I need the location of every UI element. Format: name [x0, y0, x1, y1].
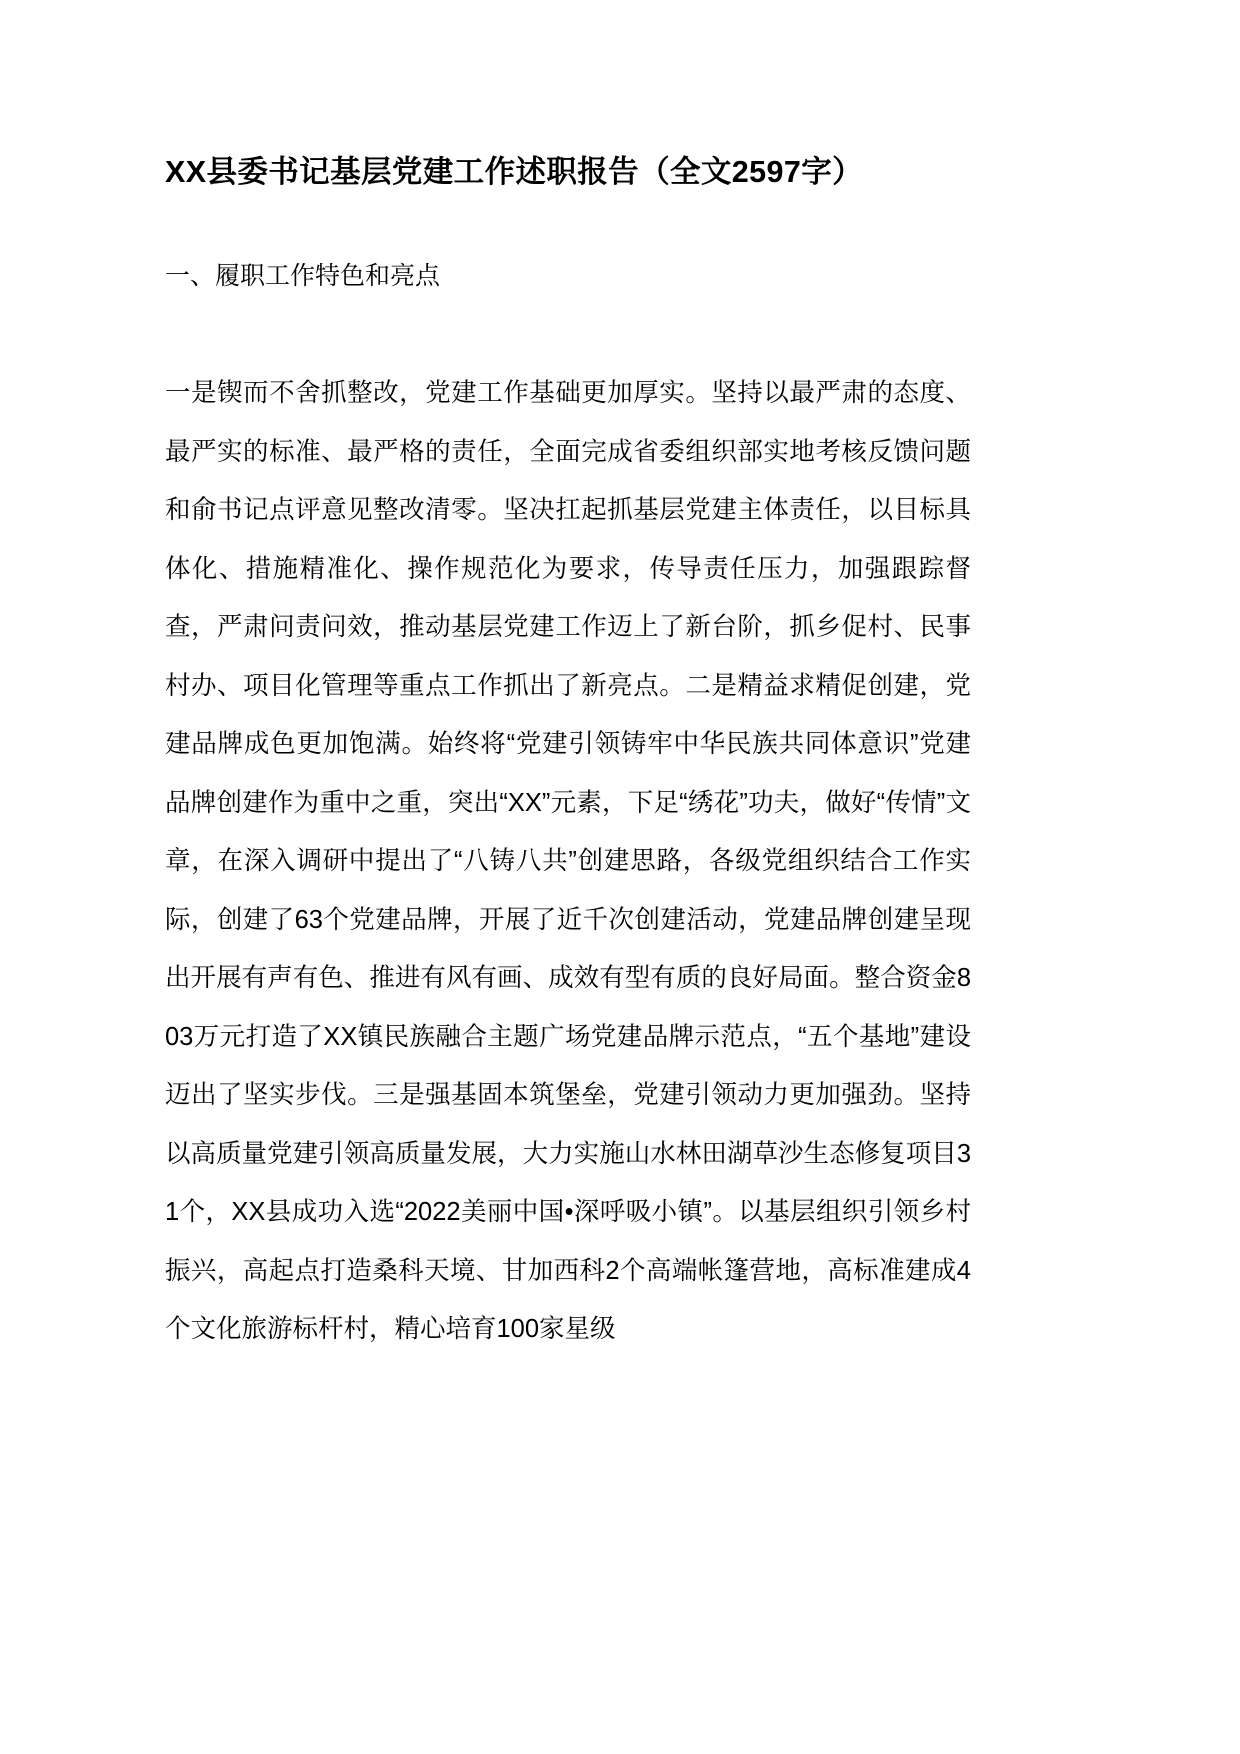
- body-paragraph: 一是锲而不舍抓整改，党建工作基础更加厚实。坚持以最严肃的态度、最严实的标准、最严格的责任，全面完成省委组织部实地考核反馈问题和俞书记点评意见整改清零。坚决扛起抓基层党建主体责任，以目标具体化、措施精准化、操作规范化为要求，传导责任压力，加强跟踪督查，严肃问责问效，推动基层党建工作迈上了新台阶，抓乡促村、民事村办、项目化管理等重点工作抓出了新亮点。二是精益求精促创建，党建品牌成色更加饱满。始终将“党建引领铸牢中华民族共同体意识”党建品牌创建作为重中之重，突出“XX”元素，下足“绣花”功夫，做好“传情”文章，在深入调研中提出了“八铸八共”创建思路，各级党组织结合工作实际，创建了63个党建品牌，开展了近千次创建活动，党建品牌创建呈现出开展有声有色、推进有风有画、成效有型有质的良好局面。整合资金803万元打造了XX镇民族融合主题广场党建品牌示范点，“五个基地”建设迈出了坚实步伐。三是强基固本筑堡垒，党建引领动力更加强劲。坚持以高质量党建引领高质量发展，大力实施山水林田湖草沙生态修复项目31个，XX县成功入选“2022美丽中国•深呼吸小镇”。以基层组织引领乡村振兴，高起点打造桑科天境、甘加西科2个高端帐篷营地，高标准建成4个文化旅游标杆村，精心培育100家星级: [165, 379, 971, 1344]
- section-heading-one: 一、履职工作特色和亮点: [165, 262, 441, 291]
- document-title: XX县委书记基层党建工作述职报告（全文2597字）: [165, 155, 864, 189]
- document-content-column: [165, 0, 971, 1359]
